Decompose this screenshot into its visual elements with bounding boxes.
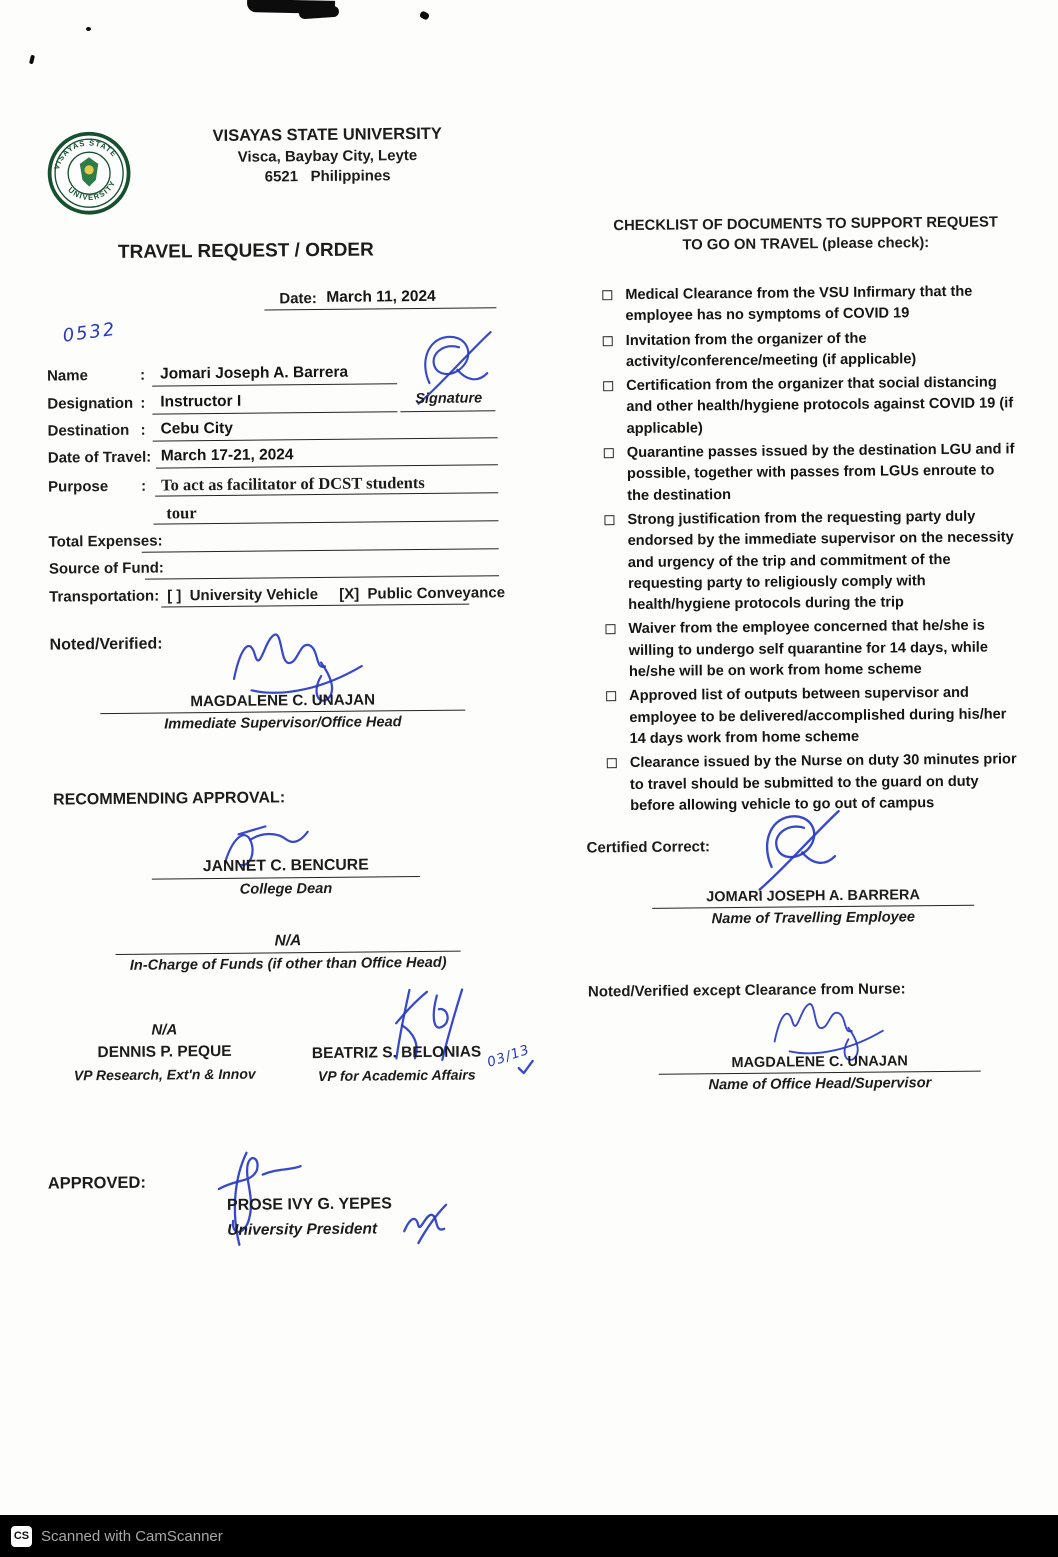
travelling-employee-name: JOMARI JOSEPH A. BARRERA	[652, 887, 974, 909]
checklist-item: Medical Clearance from the VSU Infirmary that the employee has no symptoms of COVID 19	[602, 281, 1016, 328]
noted-except-nurse-label: Noted/Verified except Clearance from Nurse:	[587, 980, 906, 1001]
name-underline	[152, 383, 397, 386]
supervisor-role: Immediate Supervisor/Office Head	[164, 714, 402, 733]
handwritten-date-note: 03/13	[485, 1041, 532, 1071]
purpose-label: Purpose	[48, 478, 109, 496]
signature-barrera-2	[749, 807, 850, 900]
date-value: March 11, 2024	[326, 287, 436, 306]
designation-colon: :	[140, 394, 146, 412]
name-colon: :	[139, 366, 146, 384]
total-expenses-underline	[142, 548, 499, 552]
date-of-travel-label: Date of Travel:	[47, 448, 152, 467]
vp-research-name: DENNIS P. PEQUE	[97, 1042, 232, 1062]
date-of-travel-value: March 17-21, 2024	[160, 446, 294, 465]
purpose-value-line2: tour	[166, 503, 197, 523]
office-head-name: MAGDALENE C. UNAJAN	[659, 1053, 981, 1075]
check-mark	[516, 1058, 536, 1076]
funds-incharge-role: In-Charge of Funds (if other than Office Head)	[129, 954, 447, 974]
checkbox-icon	[603, 381, 613, 391]
name-label: Name	[46, 367, 88, 385]
designation-label: Designation	[47, 394, 134, 413]
checkbox-icon	[603, 336, 613, 346]
checklist-item: Certification from the organizer that social distancing and other health/hygiene protocols against COVID 19 (if applicable)	[603, 372, 1018, 440]
checklist-item: Quarantine passes issued by the destination LGU and if possible, together with passes from LGUs enroute to the destination	[604, 439, 1019, 507]
date-underline	[264, 307, 496, 310]
college-dean-signblock	[152, 856, 420, 899]
checklist-item: Waiver from the employee concerned that he/she is willing to undergo self quarantine for 14 days, while he/she will be on work from home scheme	[605, 616, 1020, 684]
vp-academic-role: VP for Academic Affairs	[317, 1066, 476, 1085]
checklist-title-line2: TO GO ON TRAVEL (please check):	[682, 235, 930, 254]
checklist-item: Clearance issued by the Nurse on duty 30 minutes prior to travel should be submitted to the guard on duty before allowing vehicle to go out of campus	[607, 750, 1022, 818]
vp-research-role: VP Research, Ext'n & Innov	[73, 1065, 256, 1084]
checkbox-icon	[605, 625, 615, 635]
vp-research-signblock	[73, 1021, 256, 1084]
checkbox-icon	[602, 290, 612, 300]
office-head-role: Name of Office Head/Supervisor	[708, 1075, 932, 1094]
destination-label: Destination	[47, 421, 130, 440]
college-dean-role: College Dean	[239, 880, 333, 898]
seal-bottom-text: UNIVERSITY	[66, 178, 118, 203]
travelling-employee-role: Name of Travelling Employee	[711, 909, 916, 928]
purpose-value-line1: To act as facilitator of DCST students	[161, 472, 425, 495]
checklist-item: Approved list of outputs between supervisor and employee to be delivered/accomplished during his/her 14 days work from home scheme	[606, 683, 1021, 751]
vp-research-na: N/A	[151, 1021, 178, 1039]
funds-incharge-signblock	[115, 931, 460, 974]
form-title: TRAVEL REQUEST / ORDER	[117, 239, 374, 263]
transportation-underline	[161, 604, 469, 608]
vp-academic-signblock	[296, 1043, 496, 1084]
seal-top-text: VISAYAS STATE	[51, 138, 120, 171]
supervisor-name: MAGDALENE C. UNAJAN	[100, 691, 465, 715]
noted-verified-label: Noted/Verified:	[49, 635, 163, 654]
destination-colon: :	[140, 421, 146, 439]
camscanner-watermark-bar	[0, 1515, 1058, 1557]
approved-label: APPROVED:	[47, 1173, 146, 1193]
noted-except-signblock	[659, 1053, 981, 1094]
checklist-title	[594, 213, 1018, 257]
president-signblock	[217, 1195, 412, 1240]
checklist-title-line1: CHECKLIST OF DOCUMENTS TO SUPPORT REQUEST	[613, 214, 998, 235]
president-role: University President	[227, 1220, 378, 1239]
transportation-option-university-vehicle: [ ] University Vehicle	[167, 586, 319, 605]
signature-label: Signature	[415, 390, 483, 408]
college-dean-name: JANNET C. BENCURE	[152, 856, 420, 880]
checkbox-icon	[604, 448, 614, 458]
checkbox-icon	[604, 515, 614, 525]
designation-value: Instructor I	[160, 392, 242, 411]
purpose-underline-2	[153, 520, 498, 524]
certified-correct-signblock	[652, 887, 974, 928]
designation-underline	[152, 411, 397, 414]
university-address-line2: 6521 Philippines	[264, 167, 391, 186]
checkbox-icon	[606, 692, 616, 702]
university-address-line1: Visca, Baybay City, Leyte	[237, 147, 418, 166]
camscanner-text: Scanned with CamScanner	[41, 1527, 223, 1545]
date-label: Date:	[279, 290, 317, 308]
source-of-fund-underline	[145, 575, 499, 579]
checklist-item: Invitation from the organizer of the activity/conference/meeting (if applicable)	[603, 327, 1017, 374]
transportation-option-public-conveyance: [X] Public Conveyance	[339, 584, 506, 603]
checklist-item: Strong justification from the requesting party duly endorsed by the immediate supervisor on the necessity and urgency of the trip and commitment of the requesting party to religiously comply with health/hygiene protocols during the trip	[604, 506, 1019, 616]
destination-value: Cebu City	[160, 419, 233, 438]
transportation-label: Transportation:	[49, 587, 160, 606]
funds-incharge-value: N/A	[115, 931, 460, 955]
purpose-colon: :	[141, 477, 147, 495]
recommending-approval-label: RECOMMENDING APPROVAL:	[53, 789, 286, 809]
letterhead	[160, 124, 496, 186]
source-of-fund-label: Source of Fund:	[48, 559, 164, 578]
checklist	[602, 281, 1021, 820]
total-expenses-label: Total Expenses:	[48, 532, 163, 551]
camscanner-icon: CS	[11, 1526, 32, 1547]
checkbox-icon	[607, 758, 617, 768]
president-initials-mark	[398, 1201, 453, 1247]
university-name: VISAYAS STATE UNIVERSITY	[212, 124, 442, 146]
university-seal-logo	[47, 131, 132, 216]
vp-academic-name: BEATRIZ S. BELONIAS	[311, 1043, 482, 1063]
certified-correct-label: Certified Correct:	[586, 838, 711, 857]
control-number-handwritten: 0532	[61, 318, 118, 347]
name-value: Jomari Joseph A. Barrera	[159, 363, 349, 383]
president-name: PROSE IVY G. YEPES	[226, 1195, 392, 1214]
noted-verified-signblock	[100, 691, 465, 734]
